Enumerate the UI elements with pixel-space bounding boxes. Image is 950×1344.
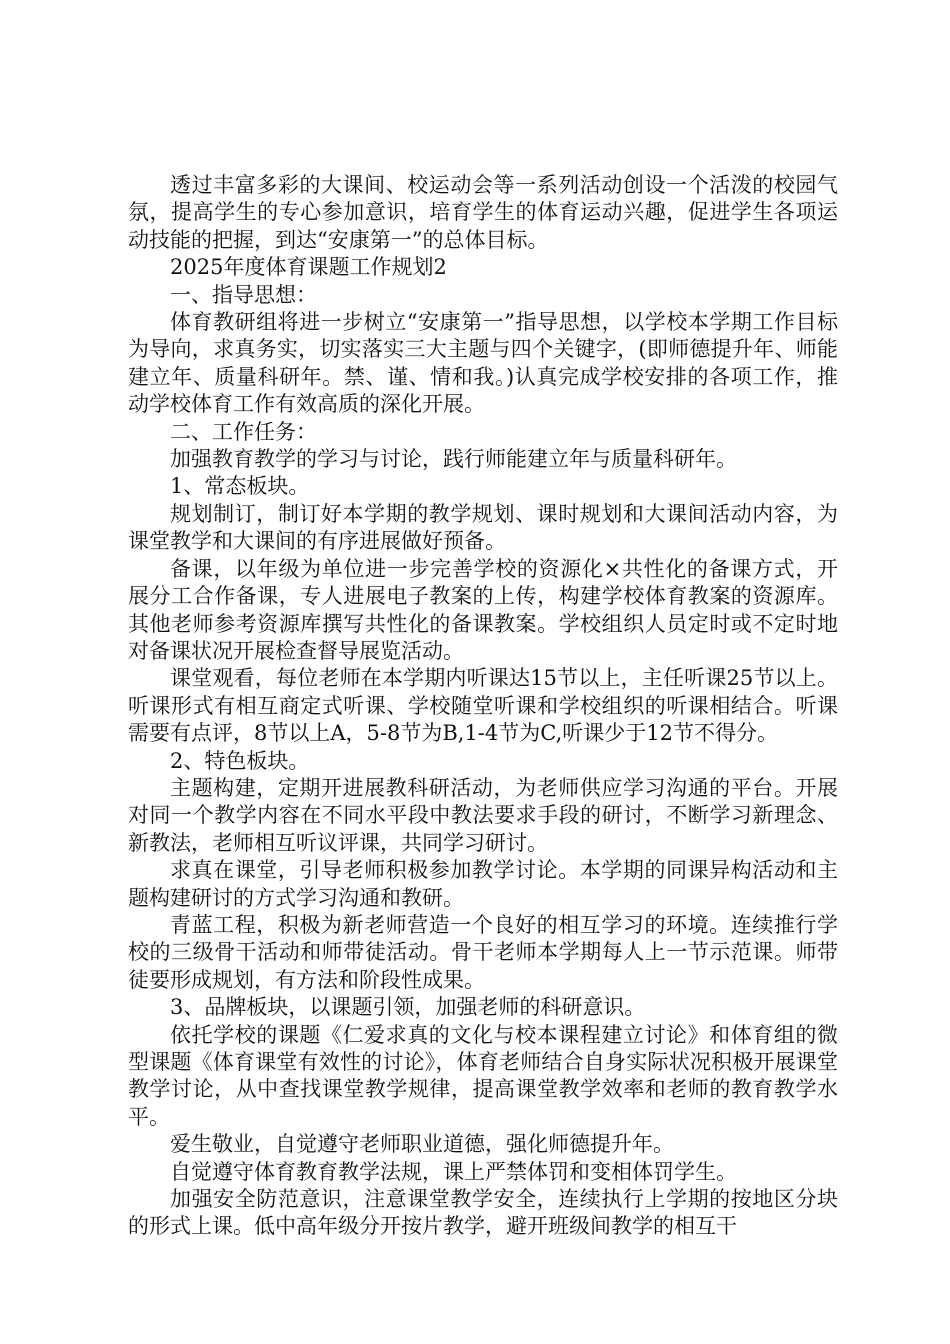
section-heading-guiding-ideology: 一、指导思想： (170, 282, 317, 307)
section-heading-work-tasks: 二、工作任务： (170, 419, 317, 444)
document-title: 2025年度体育课题工作规划2 (170, 255, 447, 280)
document-page (128, 172, 838, 1241)
research-topic-paragraph: 依托学校的课题《仁爱求真的文化与校本课程建立讨论》和体育组的微型课题《体育课堂有效性的讨论》，体育老师结合自身实际状况积极开展课堂教学讨论，从中查找课堂教学规律，提高课堂教学效率和老师的教育教学水平。 (128, 1022, 838, 1129)
truth-in-class-paragraph: 求真在课堂，引导老师积极参加教学讨论。本学期的同课异构活动和主题构建研讨的方式学习沟通和教研。 (128, 858, 838, 910)
regulations-paragraph: 自觉遵守体育教育教学法规，课上严禁体罚和变相体罚学生。 (170, 1159, 737, 1184)
subheading-brand-block: 3、品牌板块，以课题引领，加强老师的科研意识。 (170, 995, 646, 1020)
subheading-feature-block: 2、特色板块。 (170, 748, 310, 773)
safety-paragraph: 加强安全防范意识，注意课堂教学安全，连续执行上学期的按地区分块的形式上课。低中高年级分开按片教学，避开班级间教学的相互干 (128, 1187, 838, 1239)
lesson-prep-paragraph: 备课，以年级为单位进一步完善学校的资源化×共性化的备课方式，开展分工合作备课，专人进展电子教案的上传，构建学校体育教案的资源库。其他老师参考资源库撰写共性化的备课教案。学校组织人员定时或不定时地对备课状况开展检查督导展览活动。 (128, 556, 838, 663)
class-observation-paragraph: 课堂观看，每位老师在本学期内听课达15节以上，主任听课25节以上。听课形式有相互商定式听课、学校随堂听课和学校组织的听课相结合。听课需要有点评，8节以上A，5-8节为B,1-4节为C,听课少于12节不得分。 (128, 666, 838, 746)
guiding-ideology-paragraph: 体育教研组将进一步树立“安康第一”指导思想，以学校本学期工作目标为导向，求真务实，切实落实三大主题与四个关键字，(即师德提升年、师能建立年、质量科研年。禁、谨、情和我。)认真完成学校安排的各项工作，推动学校体育工作有效高质的深化开展。 (128, 310, 838, 417)
planning-paragraph: 规划制订，制订好本学期的教学规划、课时规划和大课间活动内容，为课堂教学和大课间的有序进展做好预备。 (128, 501, 838, 554)
intro-paragraph: 透过丰富多彩的大课间、校运动会等一系列活动创设一个活泼的校园气氛，提高学生的专心参加意识，培育学生的体育运动兴趣，促进学生各项运动技能的把握，到达“安康第一”的总体目标。 (128, 173, 838, 252)
work-tasks-paragraph: 加强教育教学的学习与讨论，践行师能建立年与质量科研年。 (170, 447, 737, 472)
subheading-routine-block: 1、常态板块。 (170, 474, 310, 499)
qinglan-project-paragraph: 青蓝工程，积极为新老师营造一个良好的相互学习的环境。连续推行学校的三级骨干活动和师带徒活动。骨干老师本学期每人上一节示范课。师带徒要形成规划，有方法和阶段性成果。 (128, 912, 838, 992)
ethics-paragraph: 爱生敬业，自觉遵守老师职业道德，强化师德提升年。 (170, 1132, 674, 1157)
theme-building-paragraph: 主题构建，定期开进展教科研活动，为老师供应学习沟通的平台。开展对同一个教学内容在不同水平段中教法要求手段的研讨，不断学习新理念、新教法，老师相互听议评课，共同学习研讨。 (128, 775, 838, 855)
